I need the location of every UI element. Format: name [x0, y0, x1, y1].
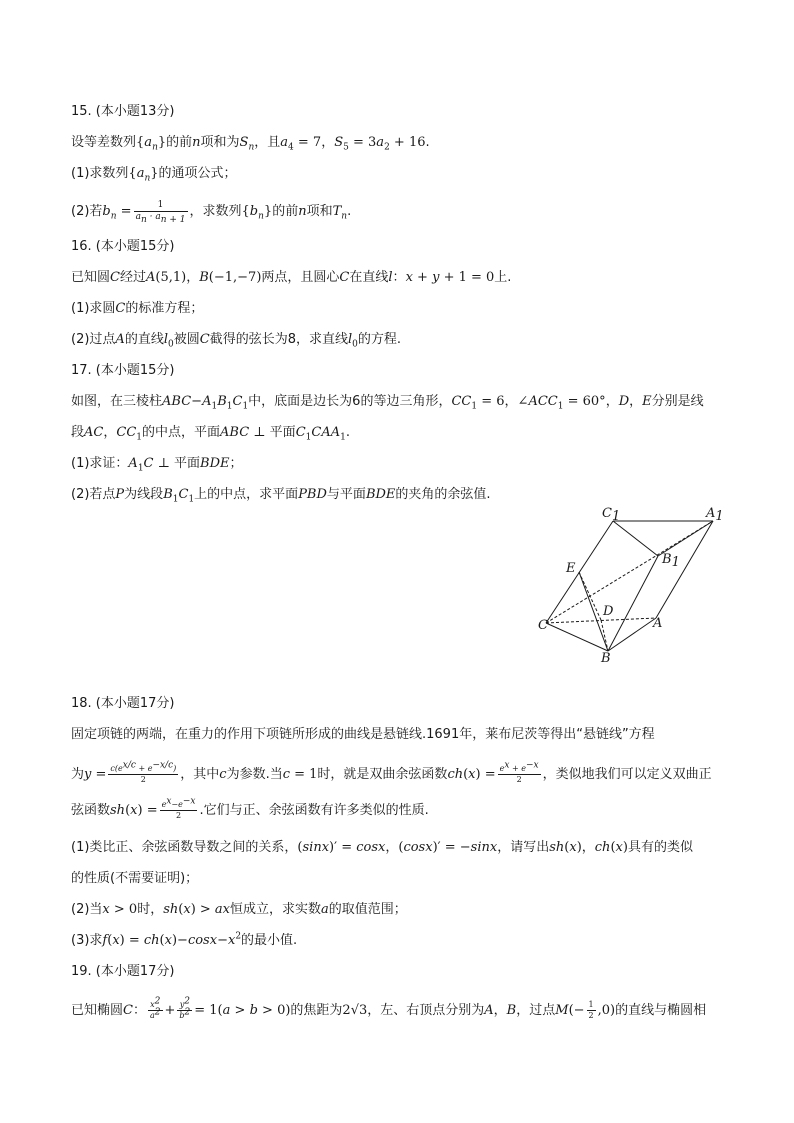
label-b1: B1 [662, 552, 680, 570]
edge-c-b [546, 623, 608, 651]
problem-18-part-3: (3)求$f(x) = ch(x)-\cos x-x^2$的最小值. [71, 931, 298, 948]
problem-16-part-1: (1)求圆C的标准方程； [71, 301, 204, 316]
problem-15-part-2: (2)若$b_n$ = $\frac{1}{a_n \cdot a_{n + 1}}$ ，求数列$\{b_n\}$的前n项和$T_n$. [71, 200, 352, 225]
label-c1: C1 [602, 506, 621, 524]
problem-18-part-1-cont: 的性质(不需要证明)； [71, 871, 199, 886]
edge-e-d-dashed [579, 572, 601, 620]
label-d: D [603, 604, 614, 619]
label-a: A [653, 616, 663, 631]
problem-18-part-2: (2)当x > 0时，sh(x) > ax恒成立，求实数a的取值范围； [71, 902, 407, 917]
edge-a1-a [656, 521, 713, 618]
problem-18-part-1: (1)类比正、余弦函数导数之间的关系，(sinx)′ = cosx，(cosx)′ = −sinx，请写出sh(x)，ch(x)具有的类似 [71, 840, 693, 855]
label-a1: A1 [706, 506, 724, 524]
label-e: E [566, 561, 576, 576]
problem-15-statement: 设等差数列$\{a_n\}$的前n项和为$S_n$，且$a_4 = 7$，$S_5 = 3a_2 + 16$. [71, 135, 430, 153]
problem-17-part-1: (1)求证：$A_1C$ ⊥ 平面BDE； [71, 456, 243, 474]
edge-c1-b1 [613, 521, 658, 556]
problem-17-part-2: (2)若点P为线段$B_1C_1$上的中点，求平面PBD与平面BDE的夹角的余弦值. [71, 487, 491, 505]
problem-18-statement-line-2: 为y = $\frac{c(e^{x/c} + e^{-x/c})}{2}$ ，其中c为参数.当c = 1时，就是双曲余弦函数ch(x) = $\frac{e^x + e^{-x}}{2}$ ，类似地我们可以定义双曲正 [71, 760, 712, 784]
prism-figure [528, 503, 728, 665]
problem-19-header: 19. (本小题17分) [71, 964, 175, 979]
problem-16-part-2: (2)过点A的直线$l_0$被圆C截得的弦长为8，求直线$l_0$的方程. [71, 332, 402, 350]
label-b: B [601, 651, 611, 665]
problem-18-header: 18. (本小题17分) [71, 696, 175, 711]
problem-15-part-1: (1)求数列$\{a_n\}$的通项公式； [71, 166, 237, 184]
problem-16-header: 16. (本小题15分) [71, 239, 175, 254]
problem-15-header: 15. (本小题13分) [71, 104, 175, 119]
problem-18-statement-line-3: 弦函数sh(x) = $\frac{e^x-e^{-x}}{2}$ .它们与正、余弦函数有许多类似的性质. [71, 796, 429, 820]
edge-b-a [608, 618, 656, 651]
label-c: C [538, 618, 548, 633]
problem-17-statement-line-2: 段AC，$CC_1$的中点，平面ABC ⊥ 平面$C_1CAA_1$. [71, 425, 350, 443]
problem-17-statement-line-1: 如图，在三棱柱$ABC-A_1B_1C_1$中，底面是边长为6的等边三角形，$CC_1 = 6$，$\angle ACC_1 = 60^\circ$，D，E分别是线 [71, 394, 704, 412]
problem-17-header: 17. (本小题15分) [71, 363, 175, 378]
problem-18-statement-line-1: 固定项链的两端，在重力的作用下项链所形成的曲线是悬链线.1691年，莱布尼茨等得出“悬链线”方程 [71, 727, 655, 742]
problem-16-statement: 已知圆C经过A(5,1)，B(−1,−7)两点，且圆心C在直线l：x + y + 1 = 0上. [71, 270, 512, 285]
problem-19-statement: 已知椭圆C： $\frac{x^2}{a^2}$ + $\frac{y^2}{b^2}$ = 1(a > b > 0)的焦距为2√3，左、右顶点分别为A，B，过点M(− $\frac{1}{2}$ ,0)的直线与椭圆相 [71, 996, 707, 1020]
